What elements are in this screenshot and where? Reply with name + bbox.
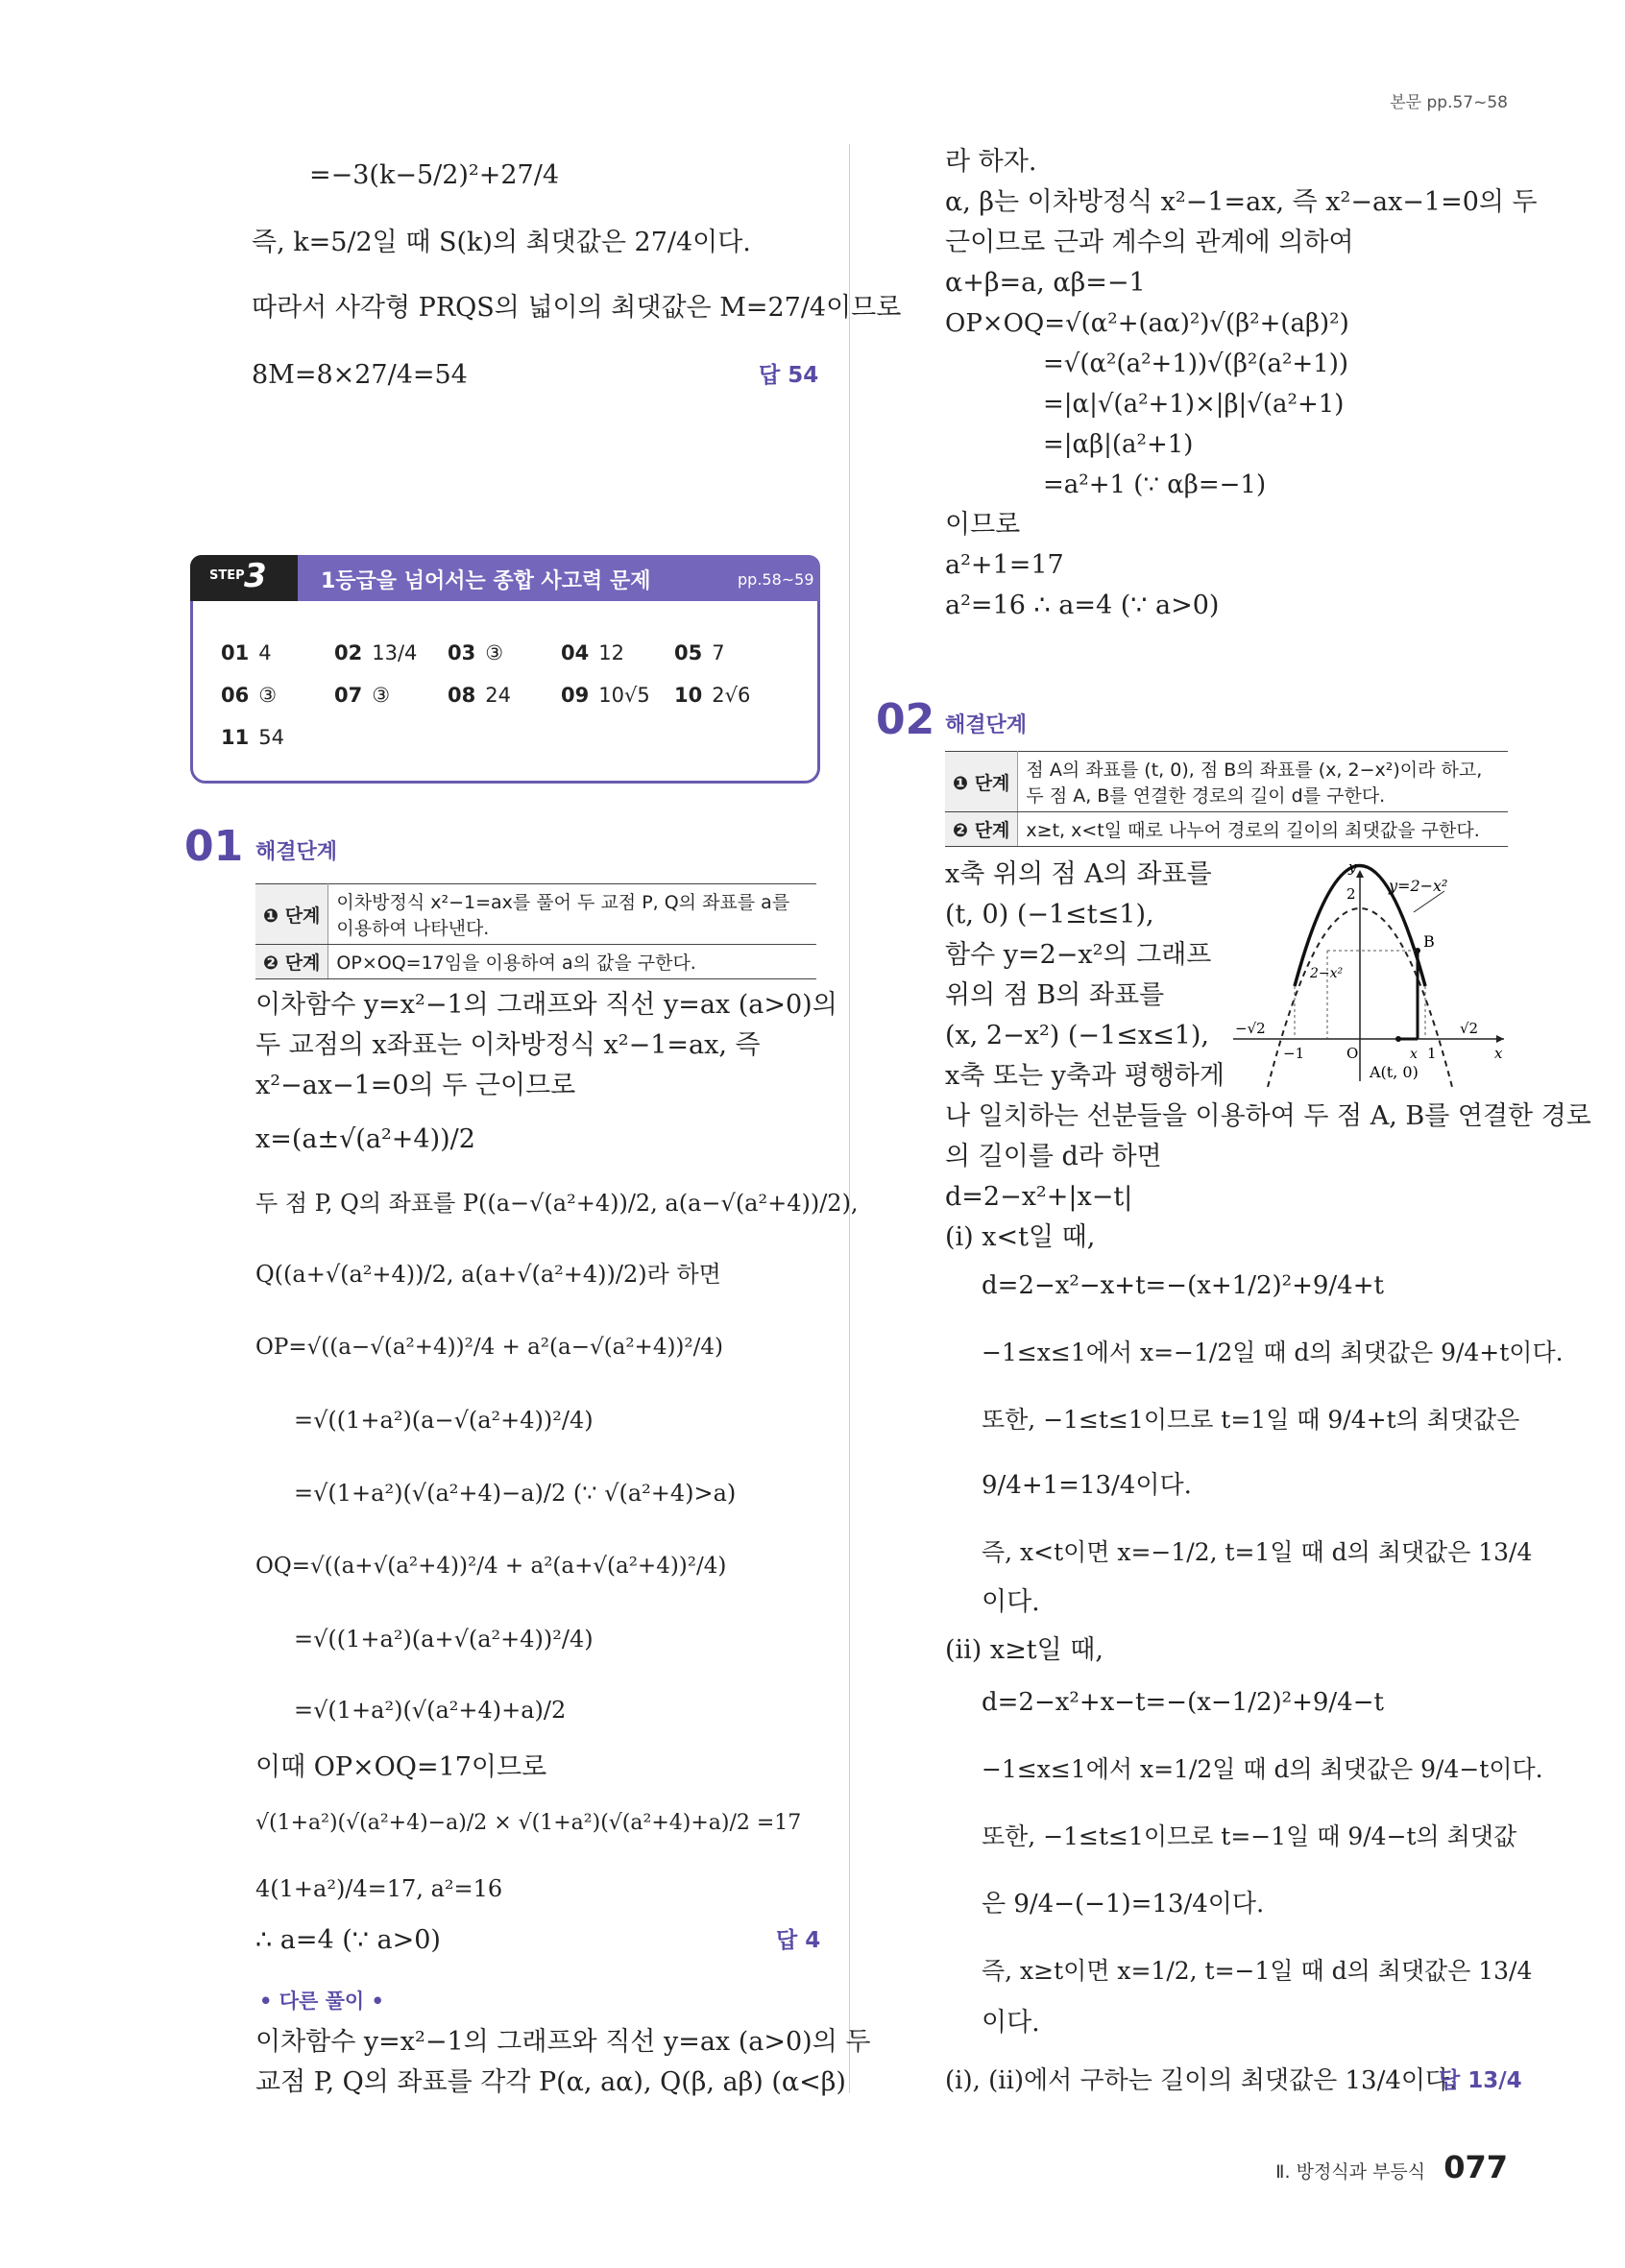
text-line: 교점 P, Q의 좌표를 각각 P(α, aα), Q(β, aβ) (α<β): [255, 2067, 846, 2097]
alternative-solution-label: • 다른 풀이 •: [259, 1990, 384, 2013]
stage-name: ❶ 단계: [945, 752, 1018, 812]
text-line: α+β=a, αβ=−1: [945, 268, 1146, 298]
text-line: 이차함수 y=x²−1의 그래프와 직선 y=ax (a>0)의 두: [255, 2027, 871, 2057]
stage-text: OP×OQ=17임을 이용하여 a의 값을 구한다.: [328, 945, 816, 979]
text-line: =a²+1 (∵ αβ=−1): [1043, 470, 1267, 499]
y-axis-label: y: [1348, 860, 1357, 876]
question-number-01: 01: [184, 822, 244, 871]
text-line: Q((a+√(a²+4))/2, a(a+√(a²+4))/2)라 하면: [255, 1261, 721, 1288]
text-line: a²+1=17: [945, 550, 1064, 580]
text-line: √(1+a²)(√(a²+4)−a)/2 × √(1+a²)(√(a²+4)+a)/2 =17: [255, 1811, 802, 1835]
stage-name: ❶ 단계: [255, 884, 328, 945]
x-axis-label: x: [1494, 1045, 1503, 1062]
x-mark-label: x: [1410, 1047, 1418, 1062]
column-divider: [849, 144, 850, 2093]
answer-item: 04 12: [561, 641, 624, 664]
stage-text: 이차방정식 x²−1=ax를 풀어 두 교점 P, Q의 좌표를 a를 이용하여 나타낸다.: [328, 884, 816, 945]
answer-item: 05 7: [674, 641, 725, 664]
stage-text: 점 A의 좌표를 (t, 0), 점 B의 좌표를 (x, 2−x²)이라 하고, 두 점 A, B를 연결한 경로의 길이 d를 구한다.: [1018, 752, 1508, 812]
curve-label: y=2−x²: [1389, 877, 1448, 895]
x-axis-arrow: [1496, 1035, 1504, 1043]
point-b-label: B: [1423, 932, 1435, 951]
text-line: 두 교점의 x좌표는 이차방정식 x²−1=ax, 즉: [255, 1030, 761, 1060]
text-line: d=2−x²+|x−t|: [945, 1182, 1133, 1212]
solution-stage-label: 해결단계: [945, 713, 1028, 737]
text-line: 두 점 P, Q의 좌표를 P((a−√(a²+4))/2, a(a−√(a²+4))/2),: [255, 1190, 859, 1217]
question-number-02: 02: [876, 695, 935, 744]
text-line: d=2−x²−x+t=−(x+1/2)²+9/4+t: [982, 1271, 1384, 1300]
text-line: OP=√((a−√(a²+4))²/4 + a²(a−√(a²+4))²/4): [255, 1335, 723, 1360]
step-number: 3: [244, 557, 267, 595]
text-line: ∴ a=4 (∵ a>0): [255, 1925, 441, 1955]
text-line: 즉, x<t이면 x=−1/2, t=1일 때 d의 최댓값은 13/4: [982, 1538, 1533, 1566]
text-line: 이차함수 y=x²−1의 그래프와 직선 y=ax (a>0)의: [255, 990, 837, 1020]
text-line: =|αβ|(a²+1): [1043, 430, 1194, 459]
point-b: [1415, 948, 1420, 953]
page-footer: [1275, 2149, 1508, 2185]
text-line: 의 길이를 d라 하면: [945, 1142, 1162, 1171]
text-line: x²−ax−1=0의 두 근이므로: [255, 1071, 576, 1100]
tick-1: 1: [1427, 1045, 1437, 1062]
point-a: [1395, 1036, 1401, 1042]
page-reference: 본문 pp.57~58: [1390, 93, 1508, 112]
solution-stage-label: 해결단계: [255, 840, 338, 864]
point-a-label: A(t, 0): [1370, 1063, 1419, 1081]
text-line: =√((1+a²)(a+√(a²+4))²/4): [294, 1626, 594, 1653]
text-line: 또한, −1≤t≤1이므로 t=1일 때 9/4+t의 최댓값은: [982, 1406, 1520, 1434]
text-line: 위의 점 B의 좌표를: [945, 980, 1165, 1010]
text-line: =|α|√(a²+1)×|β|√(a²+1): [1043, 390, 1345, 419]
text-line: 이므로: [945, 510, 1021, 540]
stage-name: ❷ 단계: [255, 945, 328, 979]
text-line: −1≤x≤1에서 x=−1/2일 때 d의 최댓값은 9/4+t이다.: [982, 1339, 1564, 1366]
y-axis-arrow: [1356, 870, 1364, 878]
text-line: OP×OQ=√(α²+(aα)²)√(β²+(aβ)²): [945, 309, 1349, 338]
text-line: =√(1+a²)(√(a²+4)−a)/2 (∵ √(a²+4)>a): [294, 1480, 737, 1507]
q01-stage-table: [255, 883, 816, 979]
tick-sqrt2: √2: [1460, 1020, 1479, 1037]
text-line: =√((1+a²)(a−√(a²+4))²/4): [294, 1407, 594, 1434]
q02-stage-table: [945, 751, 1508, 847]
text-line: (ⅰ) x<t일 때,: [945, 1222, 1096, 1252]
text-line: OQ=√((a+√(a²+4))²/4 + a²(a+√(a²+4))²/4): [255, 1554, 727, 1579]
text-line: a²=16 ∴ a=4 (∵ a>0): [945, 591, 1220, 620]
answer-item: 10 2√6: [674, 684, 751, 707]
text-line: =√(1+a²)(√(a²+4)+a)/2: [294, 1697, 567, 1724]
text-line: 은 9/4−(−1)=13/4이다.: [982, 1890, 1265, 1918]
step3-pages: pp.58~59: [738, 570, 814, 589]
step3-title: 1등급을 넘어서는 종합 사고력 문제: [321, 569, 651, 593]
answer-item: 09 10√5: [561, 684, 650, 707]
answer-item: 11 54: [221, 726, 284, 749]
text-line: 따라서 사각형 PRQS의 넓이의 최댓값은 M=27/4이므로: [252, 293, 902, 323]
text-line: 함수 y=2−x²의 그래프: [945, 940, 1212, 970]
text-line: α, β는 이차방정식 x²−1=ax, 즉 x²−ax−1=0의 두: [945, 187, 1538, 217]
text-line: (ⅰ), (ⅱ)에서 구하는 길이의 최댓값은 13/4이다.: [945, 2066, 1458, 2095]
text-line: 즉, k=5/2일 때 S(k)의 최댓값은 27/4이다.: [252, 228, 751, 257]
tick-neg1: −1: [1283, 1045, 1305, 1062]
answer-item: 01 4: [221, 641, 272, 664]
parabola-graph: [1225, 860, 1514, 1087]
text-line: x축 위의 점 A의 좌표를: [945, 859, 1212, 889]
text-line: =−3(k−5/2)²+27/4: [309, 160, 560, 190]
step3-tag: [190, 555, 298, 601]
answer-54: 답 54: [759, 363, 819, 388]
text-line: 근이므로 근과 계수의 관계에 의하여: [945, 228, 1354, 257]
text-line: 즉, x≥t이면 x=1/2, t=−1일 때 d의 최댓값은 13/4: [982, 1957, 1533, 1985]
text-line: 이때 OP×OQ=17이므로: [255, 1752, 547, 1782]
text-line: 4(1+a²)/4=17, a²=16: [255, 1875, 503, 1902]
answer-item: 07 ③: [334, 684, 391, 707]
step-label: STEP: [209, 568, 245, 583]
answer-item: 02 13/4: [334, 641, 418, 664]
text-line: 라 하자.: [945, 147, 1037, 177]
text-line: 9/4+1=13/4이다.: [982, 1471, 1192, 1500]
y-tick-2: 2: [1346, 885, 1356, 903]
text-line: (t, 0) (−1≤t≤1),: [945, 900, 1154, 929]
page-number: 077: [1443, 2149, 1508, 2185]
tick-neg-sqrt2: −√2: [1235, 1020, 1266, 1037]
text-line: 이다.: [982, 2008, 1040, 2038]
answer-4: 답 4: [776, 1928, 821, 1953]
chapter-title: Ⅱ. 방정식과 부등식: [1275, 2161, 1426, 2183]
text-line: (x, 2−x²) (−1≤x≤1),: [945, 1021, 1209, 1050]
answer-item: 03 ③: [448, 641, 504, 664]
text-line: 나 일치하는 선분들을 이용하여 두 점 A, B를 연결한 경로: [945, 1101, 1591, 1131]
stage-name: ❷ 단계: [945, 812, 1018, 847]
text-line: x=(a±√(a²+4))/2: [255, 1124, 475, 1154]
height-label: 2−x²: [1310, 966, 1344, 981]
text-line: 또한, −1≤t≤1이므로 t=−1일 때 9/4−t의 최댓값: [982, 1822, 1517, 1850]
text-line: 8M=8×27/4=54: [252, 360, 468, 390]
answer-item: 08 24: [448, 684, 511, 707]
origin-label: O: [1346, 1045, 1359, 1062]
text-line: 이다.: [982, 1587, 1040, 1617]
text-line: d=2−x²+x−t=−(x−1/2)²+9/4−t: [982, 1688, 1384, 1717]
text-line: =√(α²(a²+1))√(β²(a²+1)): [1043, 350, 1349, 378]
text-line: x축 또는 y축과 평행하게: [945, 1061, 1225, 1091]
text-line: (ⅱ) x≥t일 때,: [945, 1635, 1104, 1665]
text-line: −1≤x≤1에서 x=1/2일 때 d의 최댓값은 9/4−t이다.: [982, 1755, 1543, 1783]
stage-text: x≥t, x<t일 때로 나누어 경로의 길이의 최댓값을 구한다.: [1018, 812, 1508, 847]
answer-item: 06 ③: [221, 684, 278, 707]
answer-13-4: 답 13/4: [1439, 2068, 1522, 2093]
